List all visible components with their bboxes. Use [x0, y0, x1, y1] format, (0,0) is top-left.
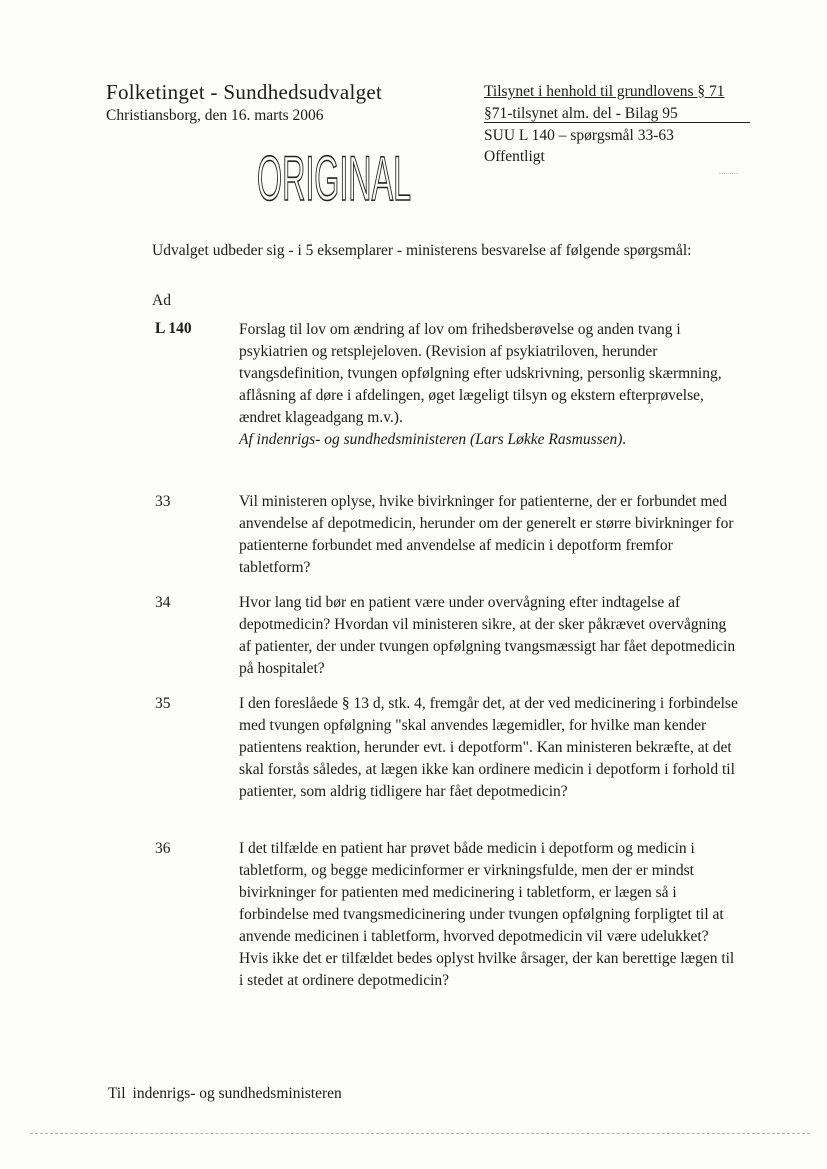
question-number: 36: [155, 840, 171, 857]
to-label: Til: [108, 1085, 126, 1102]
scan-edge-line: [30, 1133, 810, 1134]
recipient: indenrigs- og sundhedsministeren: [132, 1085, 342, 1102]
stamp-text: ORIGINAL: [257, 148, 411, 206]
bill-number: L 140: [155, 320, 192, 337]
reference-line-2: §71-tilsynet alm. del - Bilag 95: [484, 105, 750, 123]
reference-line-1: Tilsynet i henhold til grundlovens § 71: [484, 83, 725, 100]
question-text: I det tilfælde en patient har prøvet både medicin i depotform og medicin i tabletform, og begge medicinformer er virkningsfulde, men der er mindst bivirkninger for patienten med medicinering i tabletform, er lægen så i forbindelse med tvangsmedicinering under tvungen opfølgning forpligtet til at anvende medicinen i tabletform, hvorved depotmedicin vil være udelukket? Hvis ikke det er tilfældet bedes oplyst hvilke årsager, der kan berettige lægen til i stedet at ordinere depotmedicin?: [239, 840, 735, 989]
reference-line-3: SUU L 140 – spørgsmål 33-63: [484, 127, 674, 144]
question-number: 35: [155, 695, 171, 712]
question-number: 34: [155, 594, 171, 611]
question-text: Vil ministeren oplyse, hvike bivirkninger for patienterne, der er forbundet med anvendelse af depotmedicin, herunder om der generelt er større bivirkninger for patienterne forbundet med anvendelse af medicin i depotform fremfor tabletform?: [239, 493, 734, 576]
question-text: I den foreslåede § 13 d, stk. 4, fremgår det, at der ved medicinering i forbindelse med tvungen opfølgning "skal anvendes lægemidler, for hvilke man kender patientens reaktion, herunder evt. i depotform". Kan ministeren bekræfte, at det skal forstås således, at lægen ikke kan ordinere medicin i depotform i forhold til patienter, som aldrig tidligere har fået depotmedicin?: [239, 695, 738, 800]
question-text: Hvor lang tid bør en patient være under overvågning efter indtagelse af depotmedicin? Hvordan vil ministeren sikre, at der sker påkrævet overvågning af patienter, der under tvungen opfølgning tvangsmæssigt har fået depotmedicin på hospitalet?: [239, 594, 736, 677]
ad-label: Ad: [152, 292, 171, 309]
intro-paragraph: Udvalget udbeder sig - i 5 eksemplarer - ministerens besvarelse af følgende spørgsmål:: [152, 242, 692, 259]
question-number: 33: [155, 493, 171, 510]
bill-author: Af indenrigs- og sundhedsministeren (Lars Løkke Rasmussen).: [239, 431, 627, 448]
bill-text: Forslag til lov om ændring af lov om frihedsberøvelse og anden tvang i psykiatrien og retsplejeloven. (Revision af psykiatriloven, herunder tvangsdefinition, tvungen opfølgning efter udskrivning, personlig skærmning, aflåsning af døre i afdelingen, øget lægeligt tilsyn og ekstern efterprøvelse, ændret klageadgang m.v.).: [239, 321, 722, 426]
recipient-line: [108, 1085, 342, 1103]
scan-artifact: [719, 173, 739, 174]
committee-name: Folketinget - Sundhedsudvalget: [106, 80, 383, 104]
bill-description: [239, 319, 739, 451]
place-date: Christiansborg, den 16. marts 2006: [106, 107, 324, 124]
original-stamp: [255, 148, 415, 211]
reference-line-4: Offentligt: [484, 148, 545, 165]
